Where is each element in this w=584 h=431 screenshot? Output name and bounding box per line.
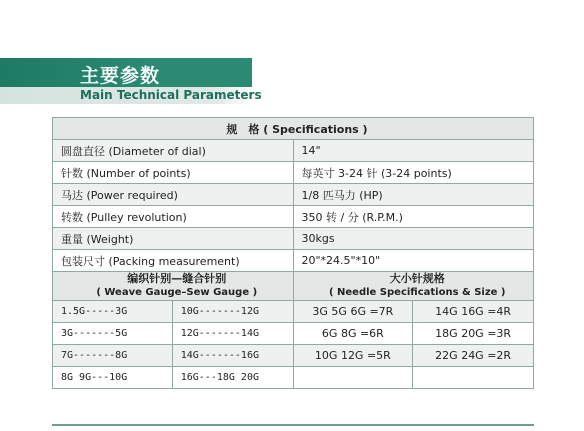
spec-value: 30kgs xyxy=(293,228,534,250)
table-row xyxy=(53,323,534,345)
table-row xyxy=(53,228,534,250)
needle-cell: 18G 20G =3R xyxy=(413,323,534,345)
spec-label: 圆盘直径 (Diameter of dial) xyxy=(53,140,294,162)
table-row xyxy=(53,250,534,272)
gauge-cell: 16G---18G 20G xyxy=(172,367,293,389)
spec-label: 转数 (Pulley revolution) xyxy=(53,206,294,228)
table-title-cell xyxy=(53,118,534,140)
needle-cell: 10G 12G =5R xyxy=(293,345,413,367)
spec-label: 马达 (Power required) xyxy=(53,184,294,206)
spec-value: 每英寸 3-24 针 (3-24 points) xyxy=(293,162,534,184)
table-title-cn: 规 格 xyxy=(226,122,260,136)
spec-label: 针数 (Number of points) xyxy=(53,162,294,184)
table-title-en: ( Specifications ) xyxy=(263,122,368,136)
weave-gauge-header xyxy=(53,272,294,301)
gauge-cell: 12G-------14G xyxy=(172,323,293,345)
gauge-cell: 8G 9G---10G xyxy=(53,367,173,389)
gauge-cell: 10G-------12G xyxy=(172,301,293,323)
table-row xyxy=(53,162,534,184)
table-title-row xyxy=(53,118,534,140)
needle-spec-header xyxy=(293,272,534,301)
gauge-cell: 1.5G-----3G xyxy=(53,301,173,323)
gauge-cell: 7G-------8G xyxy=(53,345,173,367)
weave-gauge-header-cn: 编织针别—缝合针别 xyxy=(127,272,227,285)
gauge-cell: 3G-------5G xyxy=(53,323,173,345)
needle-cell: 3G 5G 6G =7R xyxy=(293,301,413,323)
needle-cell: 22G 24G =2R xyxy=(413,345,534,367)
gauge-header-row xyxy=(53,272,534,301)
page-subtitle: Main Technical Parameters xyxy=(80,88,262,102)
gauge-cell: 14G-------16G xyxy=(172,345,293,367)
needle-cell: 6G 8G =6R xyxy=(293,323,413,345)
page-title: 主要参数 xyxy=(80,65,161,87)
spec-value: 1/8 匹马力 (HP) xyxy=(293,184,534,206)
needle-spec-header-cn: 大小针规格 xyxy=(389,272,445,285)
spec-value: 14" xyxy=(293,140,534,162)
table-row xyxy=(53,301,534,323)
needle-cell xyxy=(413,367,534,389)
bottom-divider xyxy=(52,424,534,426)
needle-cell xyxy=(293,367,413,389)
spec-label: 包装尺寸 (Packing measurement) xyxy=(53,250,294,272)
table-row xyxy=(53,345,534,367)
spec-label: 重量 (Weight) xyxy=(53,228,294,250)
table-row xyxy=(53,206,534,228)
weave-gauge-header-en: ( Weave Gauge–Sew Gauge ) xyxy=(96,287,258,298)
table-row xyxy=(53,184,534,206)
spec-value: 350 转 / 分 (R.P.M.) xyxy=(293,206,534,228)
table-row xyxy=(53,367,534,389)
needle-spec-header-en: ( Needle Specifications & Size ) xyxy=(328,287,506,298)
spec-value: 20"*24.5"*10" xyxy=(293,250,534,272)
needle-cell: 14G 16G =4R xyxy=(413,301,534,323)
table-row xyxy=(53,140,534,162)
specifications-table xyxy=(52,117,534,389)
